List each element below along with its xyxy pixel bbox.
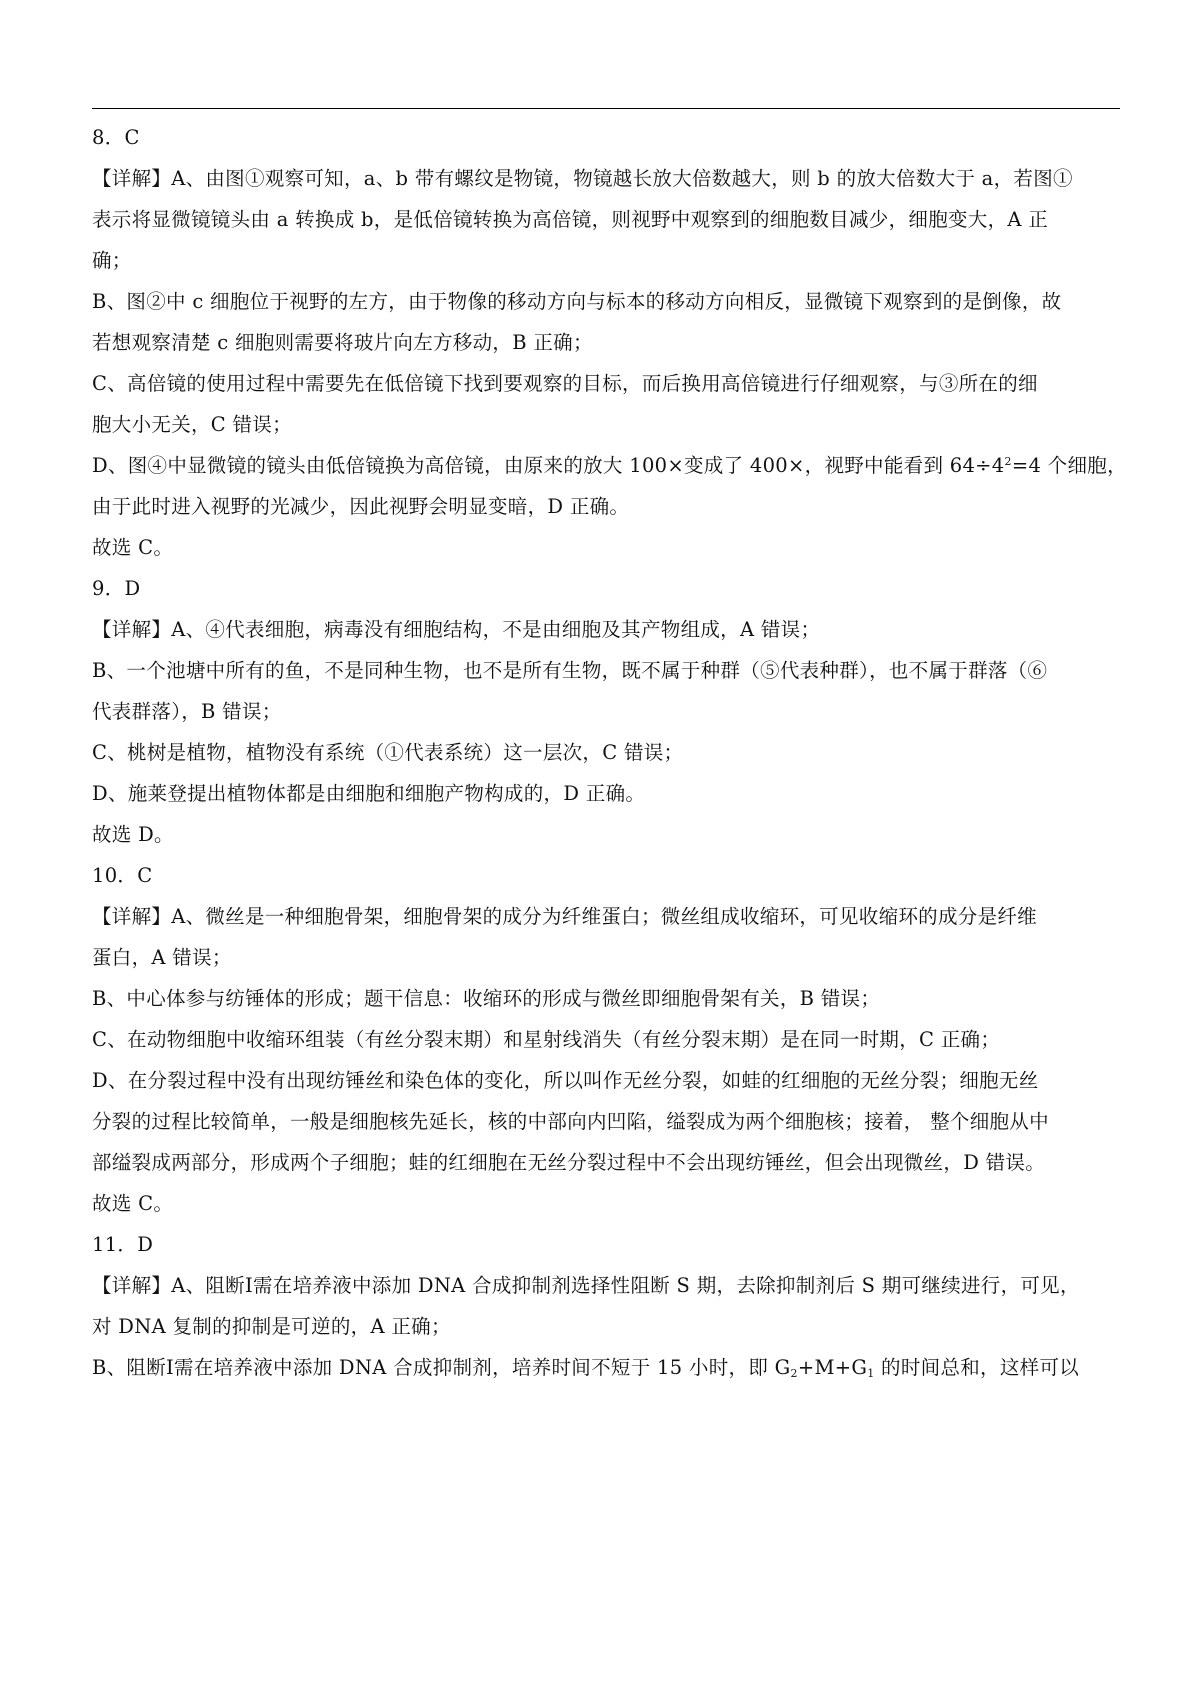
explanation-line: 对 DNA 复制的抑制是可逆的，A 正确；	[92, 1315, 451, 1338]
explanation-line: 【详解】A、④代表细胞，病毒没有细胞结构，不是由细胞及其产物组成，A 错误；	[92, 618, 821, 641]
question-number-8: 8．C	[92, 126, 140, 149]
explanation-line: D、施莱登提出植物体都是由细胞和细胞产物构成的，D 正确。	[92, 782, 646, 805]
explanation-line: 胞大小无关，C 错误；	[92, 413, 292, 436]
explanation-line: B、图②中 c 细胞位于视野的左方，由于物像的移动方向与标本的移动方向相反，显微镜下观察到的是倒像，故	[92, 290, 1062, 313]
answer-content	[92, 117, 1127, 1388]
formula-text-b: =4 个细胞，	[1011, 454, 1127, 477]
formula-text-a: B、阻断Ⅰ需在培养液中添加 DNA 合成抑制剂，培养时间不短于 15 小时，即 G	[92, 1356, 791, 1379]
explanation-line: B、一个池塘中所有的鱼，不是同种生物，也不是所有生物，既不属于种群（⑤代表种群），也不属于群落（⑥	[92, 659, 1048, 682]
explanation-line-formula	[92, 1347, 1120, 1388]
explanation-line: 代表群落），B 错误；	[92, 700, 282, 723]
formula-text-a: D、图④中显微镜的镜头由低倍镜换为高倍镜，由原来的放大 100×变成了 400×，视野中能看到 64÷4	[92, 454, 1005, 477]
answer-line: 故选 D。	[92, 823, 174, 846]
question-number-10: 10．C	[92, 864, 153, 887]
explanation-line: 【详解】A、由图①观察可知，a、b 带有螺纹是物镜，物镜越长放大倍数越大，则 b 的放大倍数大于 a，若图①	[92, 167, 1073, 190]
explanation-line: 分裂的过程比较简单，一般是细胞核先延长，核的中部向内凹陷，缢裂成为两个细胞核；接着， 整个细胞从中	[92, 1110, 1049, 1133]
explanation-line: B、中心体参与纺锤体的形成；题干信息：收缩环的形成与微丝即细胞骨架有关，B 错误；	[92, 987, 881, 1010]
subscript: 2	[790, 1367, 798, 1380]
exponent: 2	[1004, 455, 1012, 468]
explanation-line: 确；	[92, 249, 132, 272]
explanation-line: 表示将显微镜镜头由 a 转换成 b，是低倍镜转换为高倍镜，则视野中观察到的细胞数目减少，细胞变大，A 正	[92, 208, 1049, 231]
answer-line: 故选 C。	[92, 536, 174, 559]
formula-text-mid: +M+G	[797, 1356, 868, 1379]
explanation-line: C、高倍镜的使用过程中需要先在低倍镜下找到要观察的目标，而后换用高倍镜进行仔细观察，与③所在的细	[92, 372, 1038, 395]
explanation-line-formula	[92, 445, 1127, 486]
header-rule	[92, 108, 1120, 109]
question-number-9: 9．D	[92, 577, 141, 600]
explanation-line: D、在分裂过程中没有出现纺锤丝和染色体的变化，所以叫作无丝分裂，如蛙的红细胞的无丝分裂；细胞无丝	[92, 1069, 1039, 1092]
formula-text-b: 的时间总和，这样可以	[874, 1356, 1080, 1379]
explanation-line: 部缢裂成两部分，形成两个子细胞；蛙的红细胞在无丝分裂过程中不会出现纺锤丝，但会出现微丝，D 错误。	[92, 1151, 1046, 1174]
answer-line: 故选 C。	[92, 1192, 174, 1215]
explanation-line: 由于此时进入视野的光减少，因此视野会明显变暗，D 正确。	[92, 495, 630, 518]
explanation-line: C、在动物细胞中收缩环组装（有丝分裂末期）和星射线消失（有丝分裂末期）是在同一时期，C 正确；	[92, 1028, 1001, 1051]
explanation-line: C、桃树是植物，植物没有系统（①代表系统）这一层次，C 错误；	[92, 741, 684, 764]
explanation-line: 若想观察清楚 c 细胞则需要将玻片向左方移动，B 正确；	[92, 331, 593, 354]
question-number-11: 11．D	[92, 1233, 154, 1256]
explanation-line: 【详解】A、微丝是一种细胞骨架，细胞骨架的成分为纤维蛋白；微丝组成收缩环，可见收缩环的成分是纤维	[92, 905, 1037, 928]
subscript: 1	[867, 1367, 875, 1380]
explanation-line: 蛋白，A 错误；	[92, 946, 232, 969]
explanation-line: 【详解】A、阻断Ⅰ需在培养液中添加 DNA 合成抑制剂选择性阻断 S 期，去除抑制剂后 S 期可继续进行，可见，	[92, 1274, 1080, 1297]
